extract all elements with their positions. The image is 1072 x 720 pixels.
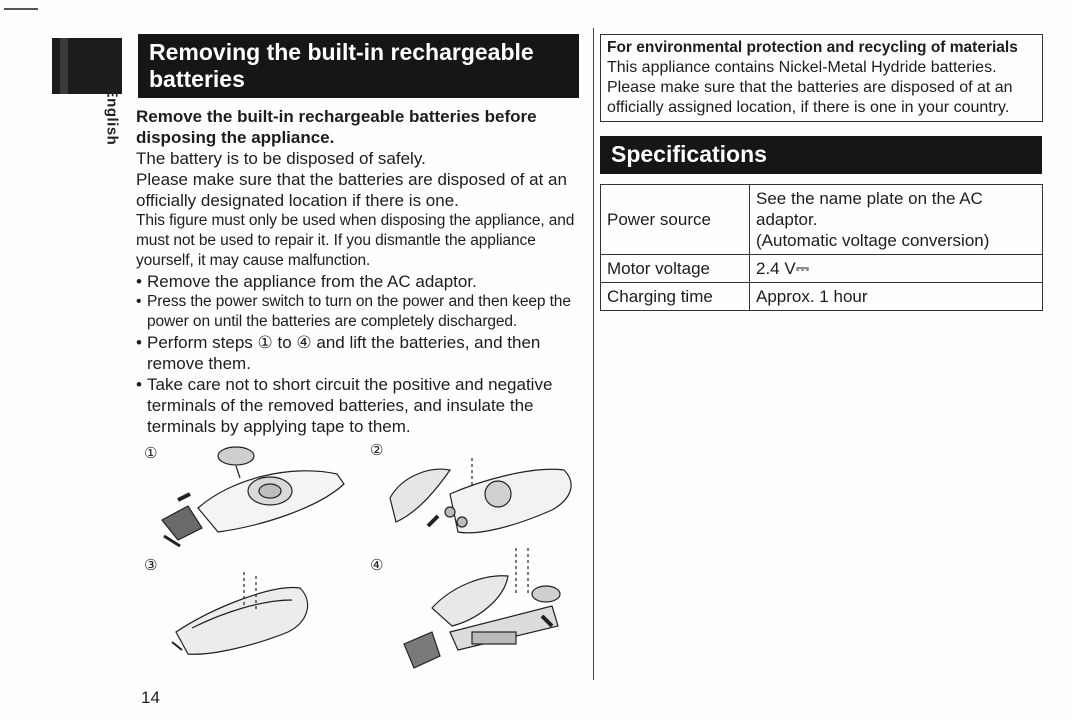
list-item: • Perform steps ① to ④ and lift the batteries, and then remove them. — [136, 332, 586, 374]
spec-label: Charging time — [601, 283, 750, 311]
environmental-notice-box — [600, 34, 1043, 122]
environmental-notice-title: For environmental protection and recycling of materials — [607, 39, 1018, 56]
step-3-drawing — [172, 572, 308, 654]
spec-label: Power source — [601, 185, 750, 255]
paragraph-safe-disposal: The battery is to be disposed of safely. — [136, 149, 426, 168]
removal-subheading: Remove the built-in rechargeable batteries before disposing the appliance. — [136, 107, 537, 147]
column-divider — [593, 28, 594, 680]
spec-value: 2.4 V⎓ — [750, 255, 1043, 283]
list-item: • Remove the appliance from the AC adaptor. — [136, 271, 586, 292]
step-4-drawing — [404, 548, 560, 668]
list-item: • Take care not to short circuit the positive and negative terminals of the removed batteries, and insulate the terminals by applying tape to them. — [136, 374, 586, 437]
step-2-drawing — [390, 458, 571, 533]
paragraph-designated-location: Please make sure that the batteries are disposed of at an officially designated location if there is one. — [136, 170, 567, 210]
table-row — [601, 283, 1043, 311]
environmental-notice-text: This appliance contains Nickel-Metal Hydride batteries. Please make sure that the batteries are disposed of at an officially assigned location, if there is one in your country. — [607, 59, 1013, 116]
step-1-marker: ① — [144, 444, 158, 462]
paragraph-figure-warning: This figure must only be used when disposing the appliance, and must not be used to repair it. If you dismantle the appliance yourself, it may cause malfunction. — [136, 212, 575, 269]
battery-removal-illustration — [132, 436, 592, 684]
list-item: • Press the power switch to turn on the power and then keep the power on until the batteries are completely discharged. — [136, 292, 586, 332]
language-label: English — [103, 87, 121, 146]
step-4-marker: ④ — [370, 556, 384, 574]
spec-value-note: (Automatic voltage conversion) — [756, 231, 990, 250]
page-corner-mark — [4, 8, 38, 10]
removing-batteries-banner: Removing the built-in rechargeable batteries — [138, 34, 579, 98]
table-row — [601, 185, 1043, 255]
removal-instructions — [136, 106, 586, 437]
step-3-marker: ③ — [144, 556, 158, 574]
specifications-banner: Specifications — [600, 136, 1042, 174]
page-number: 14 — [141, 688, 160, 707]
table-row — [601, 255, 1043, 283]
side-marker-strip — [60, 38, 68, 94]
language-tab — [93, 87, 123, 146]
specifications-table — [600, 184, 1043, 311]
step-1-drawing — [162, 447, 344, 546]
spec-value-line: See the name plate on the AC adaptor. — [756, 189, 983, 229]
spec-label: Motor voltage — [601, 255, 750, 283]
spec-value — [750, 185, 1043, 255]
removal-steps-list — [136, 271, 586, 437]
step-2-marker: ② — [370, 441, 384, 459]
spec-value: Approx. 1 hour — [750, 283, 1043, 311]
